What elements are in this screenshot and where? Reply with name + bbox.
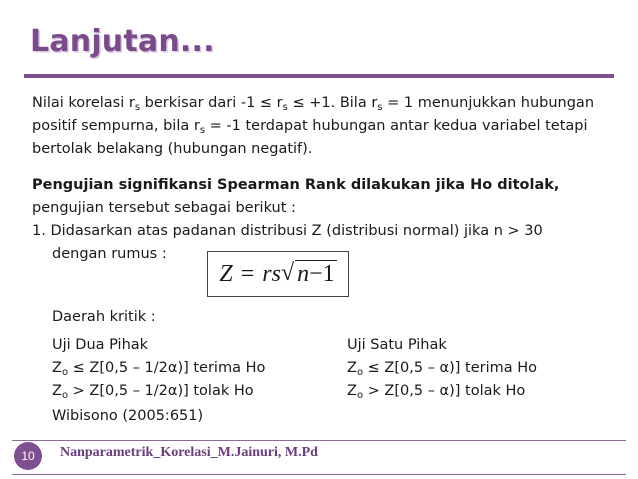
formula-n: n: [297, 261, 310, 287]
footer-divider: [12, 440, 626, 441]
subscript: s: [134, 102, 141, 113]
one-tail-test: [347, 334, 537, 403]
numbered-item-1: 1. Didasarkan atas padanan distribusi Z (distribusi normal) jika n > 30: [32, 223, 543, 239]
footer-bottom-divider: [12, 474, 626, 475]
one-tail-reject-rule: [347, 380, 537, 403]
two-tail-accept-rule: [52, 357, 265, 380]
text-segment: Nilai korelasi r: [32, 95, 135, 111]
text-segment: ≤ +1. Bila r: [287, 95, 378, 111]
text-segment: = 1 menunjukkan hubungan positif sempurna, bila r: [32, 95, 595, 134]
subscript: o: [356, 367, 364, 378]
two-tail-heading: Uji Dua Pihak: [52, 337, 149, 353]
sqrt-radicand: [295, 260, 337, 288]
rule-text: > Z[0,5 – 1/2α)] tolak Ho: [68, 383, 254, 399]
two-tail-test: [52, 334, 265, 403]
rule-text: ≤ Z[0,5 – α)] terima Ho: [363, 360, 538, 376]
subscript: o: [61, 390, 69, 401]
z-symbol: Z: [347, 383, 357, 399]
formula-minus: −: [309, 261, 323, 287]
subscript: s: [377, 102, 383, 113]
formula-intro: dengan rumus :: [52, 246, 167, 262]
formula-equals: =: [240, 260, 255, 287]
text-segment: = -1 terdapat hubungan antar kedua variabel tetapi bertolak belakang (hubungan negatif).: [32, 118, 588, 157]
slide-body: [32, 92, 617, 266]
z-symbol: Z: [52, 383, 62, 399]
formula-z: Z: [219, 260, 233, 287]
z-formula-box: [207, 251, 349, 297]
reference-citation: Wibisono (2005:651): [52, 408, 204, 424]
significance-test-heading: Pengujian signifikansi Spearman Rank dilakukan jika Ho ditolak,: [32, 177, 560, 193]
page-number-badge: 10: [14, 442, 42, 470]
subscript: s: [282, 102, 288, 113]
subscript: o: [61, 367, 69, 378]
rule-text: > Z[0,5 – α)] tolak Ho: [363, 383, 526, 399]
critical-region-label: Daerah kritik :: [52, 309, 156, 325]
subscript: s: [199, 125, 206, 136]
z-symbol: Z: [347, 360, 357, 376]
test-intro-line: pengujian tersebut sebagai berikut :: [32, 200, 296, 216]
slide-title: Lanjutan...: [30, 24, 215, 59]
z-symbol: Z: [52, 360, 62, 376]
title-underline: [24, 74, 614, 78]
formula-rs: rs: [262, 260, 281, 287]
one-tail-heading: Uji Satu Pihak: [347, 337, 447, 353]
one-tail-accept-rule: [347, 357, 537, 380]
sqrt-icon: √: [280, 260, 295, 286]
subscript: o: [356, 390, 364, 401]
rule-text: ≤ Z[0,5 – 1/2α)] terima Ho: [68, 360, 266, 376]
spacer: [32, 161, 617, 174]
correlation-range-paragraph: [32, 92, 617, 161]
formula-one: 1: [322, 261, 335, 287]
formula-sqrt: [281, 260, 337, 288]
footer-author: Nanparametrik_Korelasi_M.Jainuri, M.Pd: [60, 445, 318, 460]
text-segment: berkisar dari -1 ≤ r: [140, 95, 283, 111]
two-tail-reject-rule: [52, 380, 265, 403]
